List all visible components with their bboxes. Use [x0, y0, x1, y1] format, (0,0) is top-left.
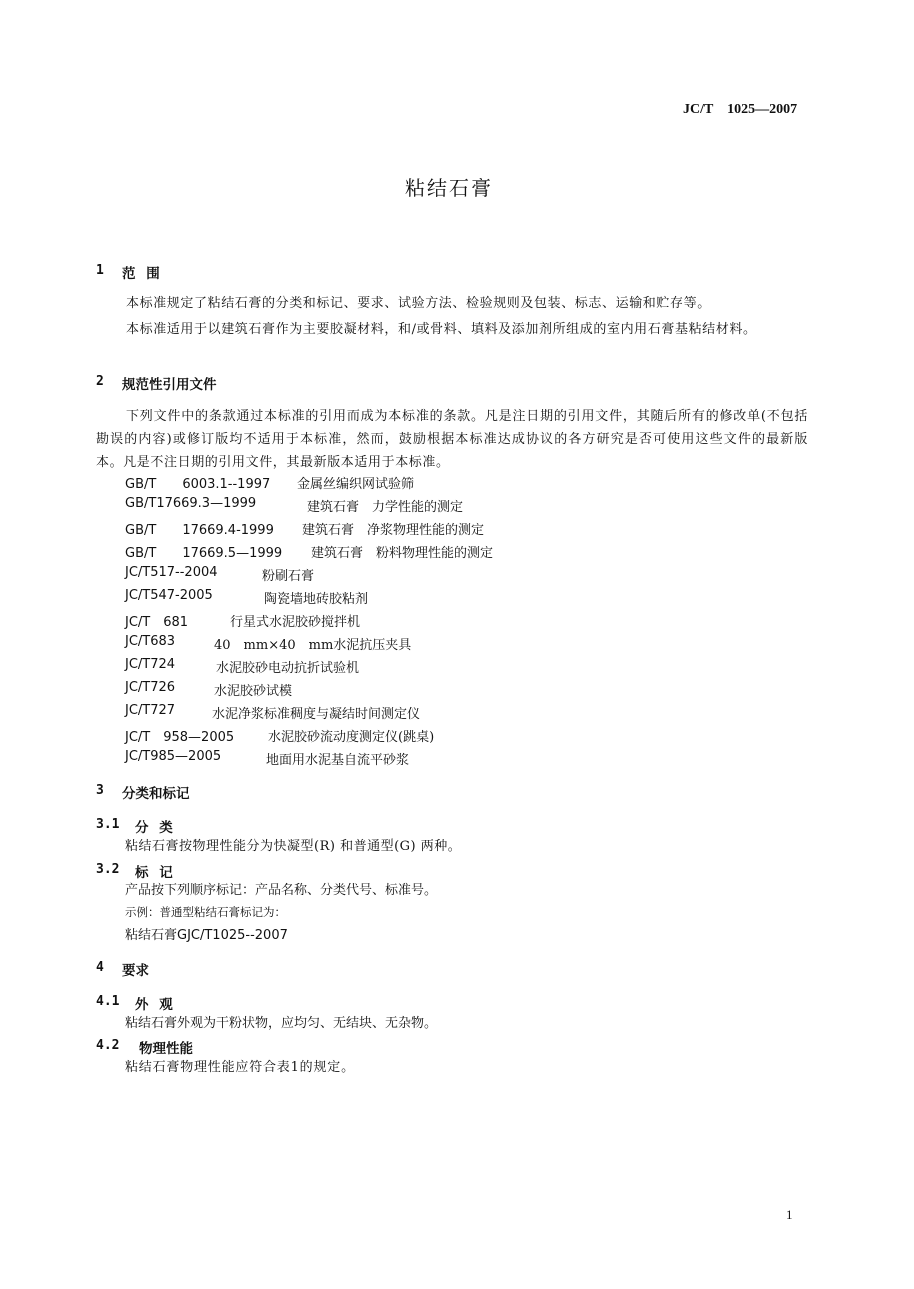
- ref-code: JC/T985—2005: [125, 749, 222, 764]
- section-4-number: 4: [96, 960, 104, 975]
- ref-code: GB/T 17669.4-1999: [125, 523, 274, 538]
- section-4-1-text: 粘结石膏外观为干粉状物，应均匀、无结块、无杂物。: [125, 1016, 438, 1031]
- section-4-2-heading: 物理性能: [139, 1041, 193, 1057]
- example-label: 示例：普通型粘结石膏标记为：: [125, 905, 286, 919]
- standard-number: JC/T 1025—2007: [683, 102, 798, 117]
- ref-code: JC/T727: [125, 703, 176, 718]
- ref-code: JC/T517--2004: [125, 565, 218, 580]
- section-3-heading: 分类和标记: [122, 786, 190, 802]
- section-1-heading: 范 围: [122, 266, 163, 282]
- ref-code: JC/T 958—2005: [125, 730, 235, 745]
- section-3-1-text: 粘结石膏按物理性能分为快凝型(R) 和普通型(G) 两种。: [125, 839, 462, 854]
- section-3-2-text: 产品按下列顺序标记：产品名称、分类代号、标准号。: [125, 883, 438, 898]
- section-4-2-number: 4.2: [96, 1038, 120, 1053]
- ref-code: GB/T 6003.1--1997: [125, 477, 271, 492]
- ref-code: JC/T726: [125, 680, 176, 695]
- page-number: 1: [786, 1207, 793, 1222]
- ref-title: 建筑石膏 粉料物理性能的测定: [311, 546, 494, 561]
- ref-title: 建筑石膏 净浆物理性能的测定: [302, 523, 485, 538]
- section-4-1-heading: 外 观: [135, 997, 176, 1013]
- ref-code: JC/T724: [125, 657, 176, 672]
- ref-code: JC/T 681: [125, 615, 189, 630]
- ref-title: 水泥胶砂电动抗折试验机: [216, 661, 360, 676]
- ref-title: 建筑石膏 力学性能的测定: [307, 500, 464, 515]
- ref-code: GB/T 17669.5—1999: [125, 546, 283, 561]
- section-3-2-heading: 标 记: [135, 865, 176, 881]
- ref-title: 粉刷石膏: [262, 569, 315, 584]
- ref-title: 行星式水泥胶砂搅拌机: [230, 615, 361, 630]
- example-marking: 粘结石膏GJC/T1025--2007: [125, 928, 288, 943]
- section-1-number: 1: [96, 263, 104, 278]
- section-4-2-text: 粘结石膏物理性能应符合表1的规定。: [125, 1060, 355, 1075]
- section-3-1-heading: 分 类: [135, 820, 176, 836]
- section-3-number: 3: [96, 783, 104, 798]
- ref-title: 水泥胶砂流动度测定仪(跳桌): [268, 730, 435, 745]
- ref-code: GB/T17669.3—1999: [125, 496, 257, 511]
- section-2-heading: 规范性引用文件: [122, 377, 217, 393]
- ref-title: 水泥胶砂试模: [214, 684, 293, 699]
- ref-code: JC/T547-2005: [125, 588, 213, 603]
- ref-title: 40 mm×40 mm水泥抗压夹具: [214, 638, 412, 653]
- ref-title: 水泥净浆标准稠度与凝结时间测定仪: [212, 707, 421, 722]
- document-title: 粘结石膏: [405, 176, 493, 200]
- section-4-heading: 要求: [122, 963, 149, 979]
- section-4-1-number: 4.1: [96, 994, 120, 1009]
- ref-title: 金属丝编织网试验筛: [297, 477, 415, 492]
- section-2-number: 2: [96, 374, 104, 389]
- ref-title: 地面用水泥基自流平砂浆: [266, 753, 410, 768]
- section-2-paragraph: 下列文件中的条款通过本标准的引用而成为本标准的条款。凡是注日期的引用文件，其随后所有的修改单(不包括勘误的内容)或修订版均不适用于本标准，然而，鼓励根据本标准达成协议的各方研究是否可使用这些文件的最新版本。凡是不注日期的引用文件，其最新版本适用于本标准。: [96, 409, 808, 470]
- section-1-paragraph-2: 本标准适用于以建筑石膏作为主要胶凝材料，和/或骨料、填料及添加剂所组成的室内用石膏基粘结材料。: [126, 322, 757, 337]
- ref-code: JC/T683: [125, 634, 176, 649]
- ref-title: 陶瓷墙地砖胶粘剂: [264, 592, 369, 607]
- section-3-1-number: 3.1: [96, 817, 120, 832]
- section-1-paragraph-1: 本标准规定了粘结石膏的分类和标记、要求、试验方法、检验规则及包装、标志、运输和贮存等。: [126, 296, 711, 311]
- section-3-2-number: 3.2: [96, 862, 120, 877]
